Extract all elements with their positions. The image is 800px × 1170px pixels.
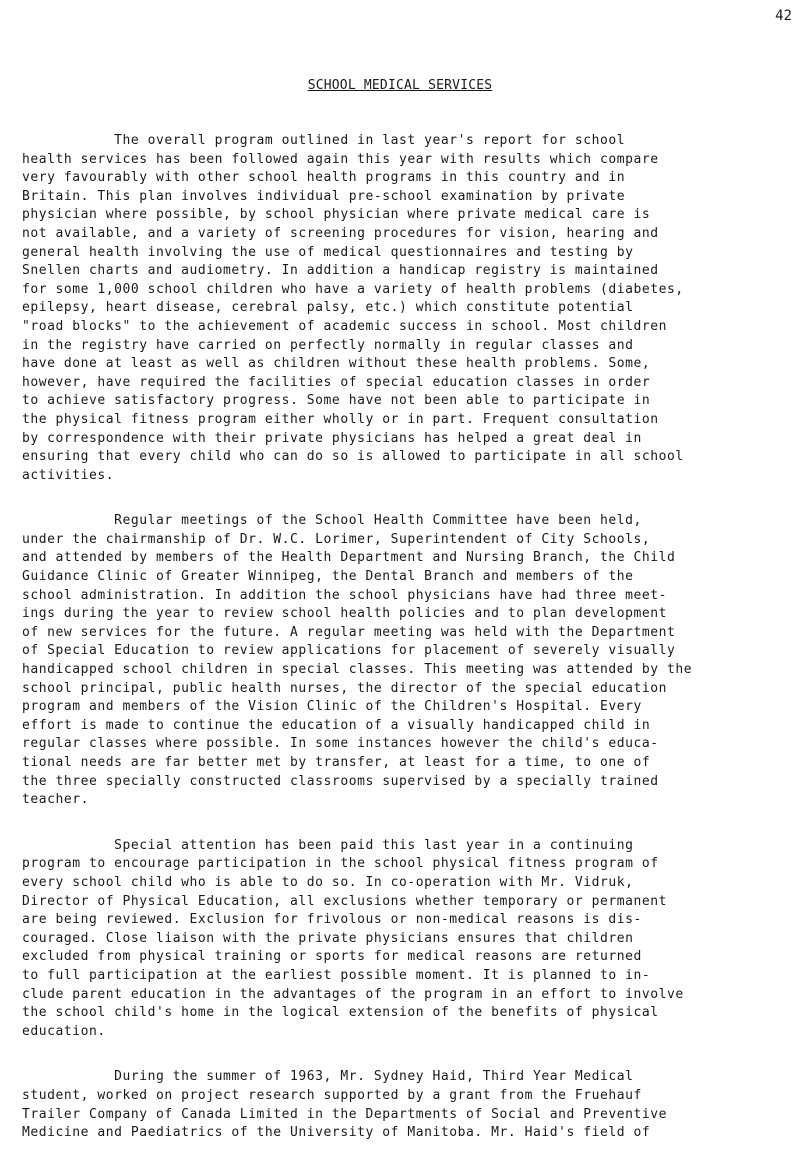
text-line: physician where possible, by school physician where private medical care is [22, 207, 651, 223]
text-line: ensuring that every child who can do so is allowed to participate in all school [22, 449, 684, 465]
text-line: every school child who is able to do so. In co-operation with Mr. Vidruk, [22, 874, 634, 890]
text-line: Special attention has been paid this last year in a continuing [22, 837, 634, 853]
text-line: to full participation at the earliest possible moment. It is planned to in- [22, 967, 651, 983]
text-line: of new services for the future. A regular meeting was held with the Department [22, 624, 676, 640]
text-line: couraged. Close liaison with the private physicians ensures that children [22, 930, 634, 946]
text-line: Regular meetings of the School Health Committee have been held, [22, 513, 642, 529]
text-line: in the registry have carried on perfectly normally in regular classes and [22, 337, 634, 353]
text-line: to achieve satisfactory progress. Some have not been able to participate in [22, 393, 651, 409]
text-line: tional needs are far better met by transfer, at least for a time, to one of [22, 755, 651, 770]
text-line: excluded from physical training or sports for medical reasons are returned [22, 949, 642, 965]
text-line: effort is made to continue the education of a visually handicapped child in [22, 717, 651, 733]
text-line: under the chairmanship of Dr. W.C. Lorimer, Superintendent of City Schools, [22, 531, 651, 547]
text-line: not available, and a variety of screening procedures for vision, hearing and [22, 225, 659, 241]
section-title: SCHOOL MEDICAL SERVICES [307, 78, 493, 93]
text-line: handicapped school children in special classes. This meeting was attended by the [22, 662, 693, 678]
text-line: Director of Physical Education, all exclusions whether temporary or permanent [22, 893, 668, 909]
text-line: of Special Education to review applications for placement of severely visually [22, 643, 676, 659]
text-line: Medicine and Paediatrics of the University of Manitoba. Mr. Haid's field of [22, 1125, 651, 1141]
paragraph-3 [22, 837, 797, 1042]
paragraph-2 [22, 512, 797, 810]
text-line: are being reviewed. Exclusion for frivolous or non-medical reasons is dis- [22, 912, 642, 928]
text-line: Guidance Clinic of Greater Winnipeg, the Dental Branch and members of the [22, 569, 634, 585]
text-line: The overall program outlined in last year's report for school [22, 133, 626, 148]
body-text [22, 132, 797, 1170]
text-line: program to encourage participation in the school physical fitness program of [22, 856, 659, 872]
text-line: however, have required the facilities of special education classes in order [22, 374, 651, 390]
text-line: During the summer of 1963, Mr. Sydney Haid, Third Year Medical [22, 1069, 634, 1085]
text-line: very favourably with other school health programs in this country and in [22, 170, 626, 186]
text-line: the three specially constructed classrooms supervised by a specially trained [22, 773, 659, 789]
text-line: teacher. [22, 792, 90, 808]
text-line: have done at least as well as children without these health problems. Some, [22, 356, 651, 372]
text-line: general health involving the use of medical questionnaires and testing by [22, 244, 634, 260]
page-number: 42 [775, 8, 792, 24]
text-line: clude parent education in the advantages of the program in an effort to involve [22, 986, 684, 1002]
paragraph-4 [22, 1068, 797, 1142]
text-line: education. [22, 1023, 106, 1039]
text-line: school administration. In addition the school physicians have had three meet- [22, 587, 668, 603]
text-line: Snellen charts and audiometry. In addition a handicap registry is maintained [22, 263, 659, 279]
paragraph-1 [22, 132, 797, 485]
text-line: the physical fitness program either wholly or in part. Frequent consultation [22, 411, 659, 427]
text-line: Britain. This plan involves individual pre-school examination by private [22, 188, 626, 204]
text-line: for some 1,000 school children who have a variety of health problems (diabetes, [22, 281, 684, 297]
text-line: regular classes where possible. In some instances however the child's educa- [22, 736, 659, 752]
text-line: health services has been followed again this year with results which compare [22, 151, 659, 167]
text-line: and attended by members of the Health Department and Nursing Branch, the Child [22, 550, 676, 566]
text-line: activities. [22, 467, 115, 483]
text-line: school principal, public health nurses, the director of the special education [22, 680, 668, 696]
text-line: by correspondence with their private physicians has helped a great deal in [22, 430, 642, 446]
text-line: the school child's home in the logical extension of the benefits of physical [22, 1005, 659, 1021]
text-line: epilepsy, heart disease, cerebral palsy, etc.) which constitute potential [22, 300, 634, 316]
text-line: Trailer Company of Canada Limited in the Departments of Social and Preventive [22, 1106, 668, 1122]
text-line: student, worked on project research supported by a grant from the Fruehauf [22, 1087, 642, 1103]
text-line: ings during the year to review school health policies and to plan development [22, 606, 668, 622]
text-line: "road blocks" to the achievement of academic success in school. Most children [22, 318, 668, 334]
text-line: program and members of the Vision Clinic of the Children's Hospital. Every [22, 699, 642, 715]
